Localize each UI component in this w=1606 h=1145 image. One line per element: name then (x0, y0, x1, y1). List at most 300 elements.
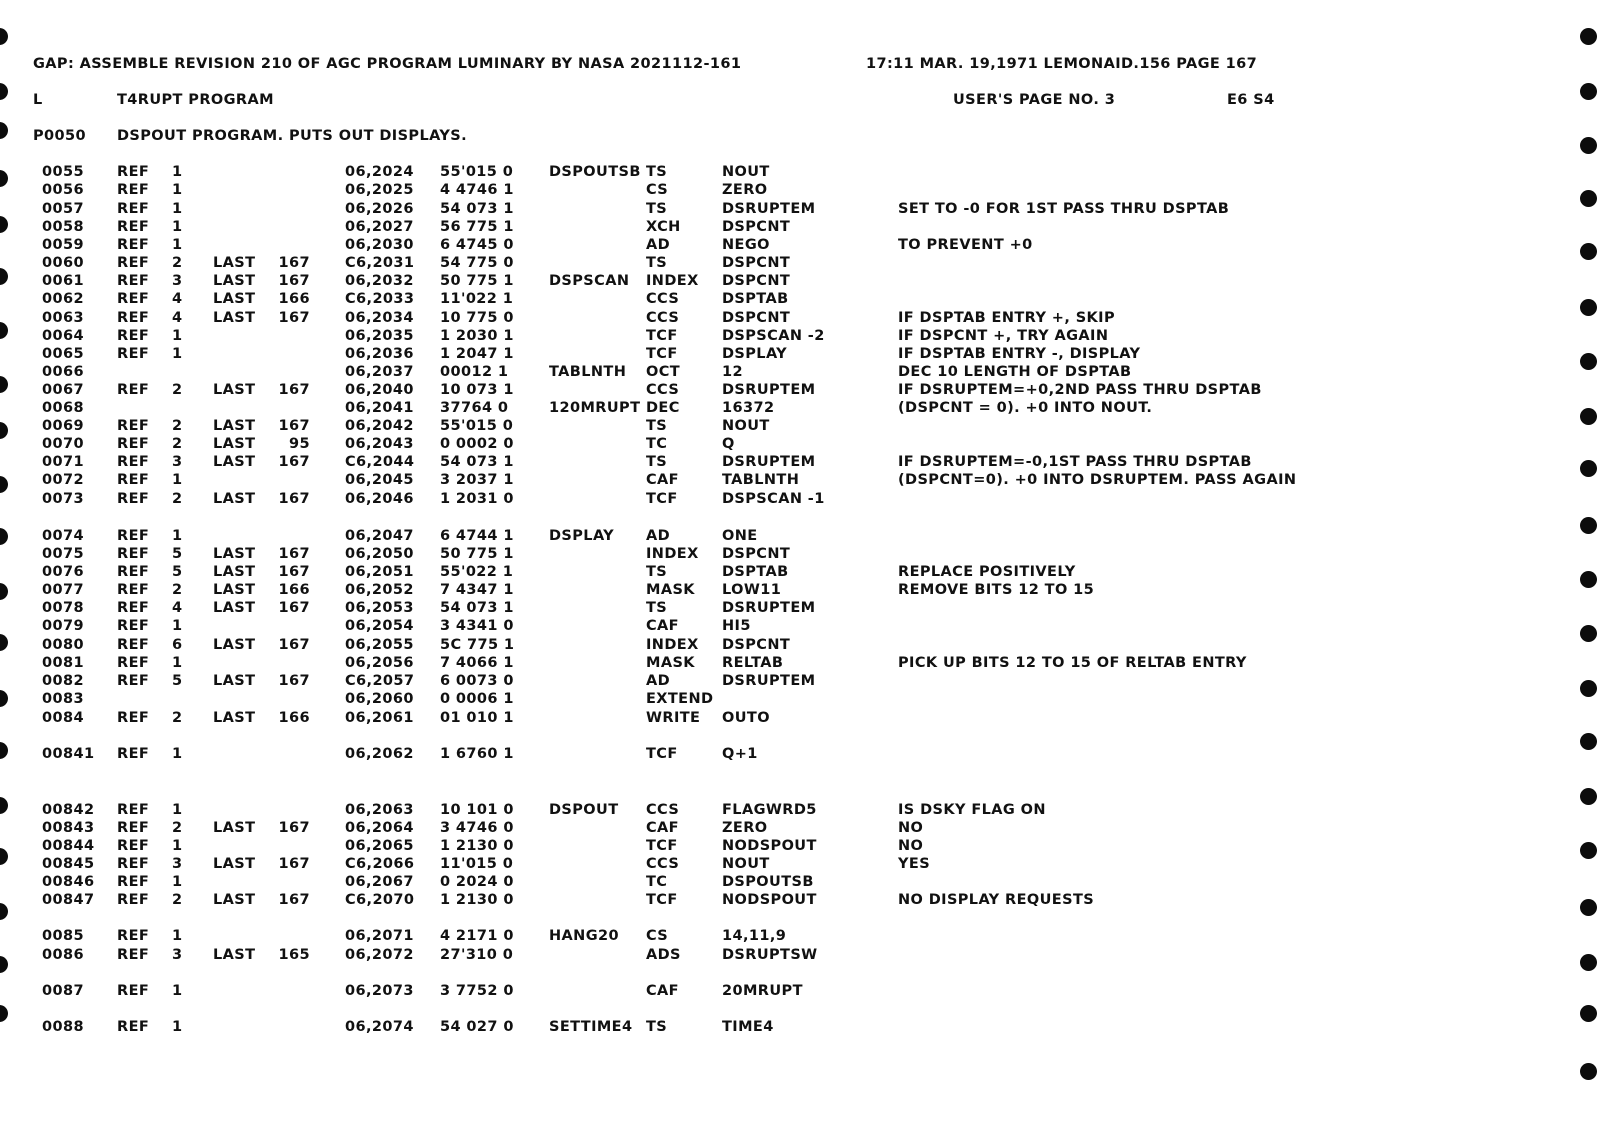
ref-count: 1 (172, 874, 183, 890)
last-marker: LAST (213, 273, 256, 289)
ref-count: 5 (172, 673, 183, 689)
address: 06,2074 (345, 1019, 414, 1035)
comment: (DSPCNT = 0). +0 INTO NOUT. (898, 400, 1153, 416)
ref-marker: REF (117, 346, 150, 362)
listing-line (0, 163, 1606, 181)
operand: DSPCNT (722, 546, 791, 562)
ref-count: 1 (172, 237, 183, 253)
listing-line (0, 819, 1606, 837)
ref-marker: REF (117, 564, 150, 580)
octal-code: 54 027 0 (440, 1019, 514, 1035)
listing-line (0, 837, 1606, 855)
octal-code: 5C 775 1 (440, 637, 515, 653)
line-number: 00846 (42, 874, 95, 890)
opcode: CCS (646, 310, 680, 326)
comment: YES (898, 856, 931, 872)
address: 06,2027 (345, 219, 414, 235)
address: 06,2064 (345, 820, 414, 836)
line-number: 0073 (42, 491, 84, 507)
listing-line (0, 290, 1606, 308)
operand: TIME4 (722, 1019, 774, 1035)
listing-line (0, 417, 1606, 435)
listing-line (0, 801, 1606, 819)
ref-marker: REF (117, 983, 150, 999)
address: 06,2063 (345, 802, 414, 818)
opcode: XCH (646, 219, 681, 235)
opcode: TCF (646, 838, 678, 854)
last-page: 167 (278, 255, 310, 271)
symbol-label: DSPSCAN (549, 273, 630, 289)
operand: Q+1 (722, 746, 758, 762)
opcode: MASK (646, 655, 695, 671)
symbol-label: DSPLAY (549, 528, 615, 544)
ref-marker: REF (117, 328, 150, 344)
octal-code: 54 073 1 (440, 600, 514, 616)
listing-line (0, 181, 1606, 199)
address: 06,2072 (345, 947, 414, 963)
listing-line (0, 527, 1606, 545)
ref-count: 1 (172, 328, 183, 344)
last-marker: LAST (213, 418, 256, 434)
line-number: 0057 (42, 201, 84, 217)
octal-code: 1 6760 1 (440, 746, 514, 762)
opcode: INDEX (646, 637, 699, 653)
ref-count: 1 (172, 472, 183, 488)
opcode: CAF (646, 820, 679, 836)
line-number: 0088 (42, 1019, 84, 1035)
opcode: CAF (646, 983, 679, 999)
operand: NEGO (722, 237, 770, 253)
address: 06,2053 (345, 600, 414, 616)
address: 06,2052 (345, 582, 414, 598)
ref-count: 4 (172, 291, 183, 307)
listing-line (0, 873, 1606, 891)
last-page: 167 (278, 856, 310, 872)
operand: DSRUPTSW (722, 947, 818, 963)
ref-marker: REF (117, 436, 150, 452)
operand: Q (722, 436, 735, 452)
comment: IF DSRUPTEM=-0,1ST PASS THRU DSPTAB (898, 454, 1252, 470)
address: 06,2061 (345, 710, 414, 726)
operand: LOW11 (722, 582, 782, 598)
ref-count: 3 (172, 454, 183, 470)
last-page: 167 (278, 273, 310, 289)
feed-hole (1580, 28, 1597, 45)
ref-count: 5 (172, 564, 183, 580)
octal-code: 54 073 1 (440, 201, 514, 217)
ref-count: 3 (172, 856, 183, 872)
section-title: DSPOUT PROGRAM. PUTS OUT DISPLAYS. (117, 128, 467, 144)
operand: DSPCNT (722, 310, 791, 326)
symbol-label: HANG20 (549, 928, 619, 944)
listing-line (0, 399, 1606, 417)
listing-line (0, 690, 1606, 708)
last-marker: LAST (213, 382, 256, 398)
ref-marker: REF (117, 273, 150, 289)
opcode: CCS (646, 802, 680, 818)
last-marker: LAST (213, 710, 256, 726)
ref-count: 1 (172, 746, 183, 762)
address: 06,2062 (345, 746, 414, 762)
opcode: TCF (646, 892, 678, 908)
octal-code: 0 0006 1 (440, 691, 514, 707)
octal-code: 3 7752 0 (440, 983, 514, 999)
ref-marker: REF (117, 201, 150, 217)
address: 06,2037 (345, 364, 414, 380)
ref-marker: REF (117, 310, 150, 326)
comment: REPLACE POSITIVELY (898, 564, 1076, 580)
line-number: 0062 (42, 291, 84, 307)
address: 06,2050 (345, 546, 414, 562)
opcode: CCS (646, 291, 680, 307)
address: C6,2033 (345, 291, 415, 307)
line-number: 0086 (42, 947, 84, 963)
header-timestamp: 17:11 MAR. 19,1971 LEMONAID.156 PAGE 167 (866, 56, 1258, 72)
last-page: 167 (278, 454, 310, 470)
line-number: 0083 (42, 691, 84, 707)
last-page: 95 (289, 436, 310, 452)
opcode: AD (646, 673, 671, 689)
listing-line (0, 745, 1606, 763)
line-number: 00843 (42, 820, 95, 836)
line-number: 0063 (42, 310, 84, 326)
ref-count: 1 (172, 618, 183, 634)
line-number: 0056 (42, 182, 84, 198)
line-number: 00844 (42, 838, 95, 854)
ref-count: 1 (172, 655, 183, 671)
symbol-label: DSPOUT (549, 802, 619, 818)
ref-count: 1 (172, 838, 183, 854)
last-marker: LAST (213, 820, 256, 836)
header-title: GAP: ASSEMBLE REVISION 210 OF AGC PROGRAM LUMINARY BY NASA 2021112-161 (33, 56, 742, 72)
operand: ZERO (722, 820, 768, 836)
ref-count: 2 (172, 820, 183, 836)
ref-marker: REF (117, 710, 150, 726)
address: 06,2034 (345, 310, 414, 326)
listing-line (0, 927, 1606, 945)
last-marker: LAST (213, 564, 256, 580)
line-number: 0080 (42, 637, 84, 653)
address: 06,2045 (345, 472, 414, 488)
comment: IF DSPCNT +, TRY AGAIN (898, 328, 1109, 344)
address: C6,2044 (345, 454, 415, 470)
line-number: 0061 (42, 273, 84, 289)
ref-marker: REF (117, 454, 150, 470)
symbol-label: SETTIME4 (549, 1019, 633, 1035)
line-number: 0075 (42, 546, 84, 562)
listing-line (0, 236, 1606, 254)
line-number: 0087 (42, 983, 84, 999)
last-page: 167 (278, 546, 310, 562)
ref-count: 1 (172, 802, 183, 818)
octal-code: 4 4746 1 (440, 182, 514, 198)
operand: DSPCNT (722, 637, 791, 653)
ref-marker: REF (117, 928, 150, 944)
line-number: 0070 (42, 436, 84, 452)
listing-line (0, 563, 1606, 581)
opcode: INDEX (646, 546, 699, 562)
comment: DEC 10 LENGTH OF DSPTAB (898, 364, 1132, 380)
ref-marker: REF (117, 820, 150, 836)
ref-count: 1 (172, 182, 183, 198)
operand: FLAGWRD5 (722, 802, 817, 818)
ref-count: 2 (172, 418, 183, 434)
comment: IS DSKY FLAG ON (898, 802, 1046, 818)
ref-count: 1 (172, 164, 183, 180)
operand: 14,11,9 (722, 928, 787, 944)
listing-line (0, 599, 1606, 617)
ref-marker: REF (117, 802, 150, 818)
opcode: WRITE (646, 710, 701, 726)
octal-code: 0 2024 0 (440, 874, 514, 890)
line-number: 0077 (42, 582, 84, 598)
comment: SET TO -0 FOR 1ST PASS THRU DSPTAB (898, 201, 1230, 217)
line-number: 0065 (42, 346, 84, 362)
listing-line (0, 672, 1606, 690)
octal-code: 6 4745 0 (440, 237, 514, 253)
listing-type: L (33, 92, 43, 108)
octal-code: 10 775 0 (440, 310, 514, 326)
line-number: 0071 (42, 454, 84, 470)
listing-line (0, 435, 1606, 453)
last-marker: LAST (213, 454, 256, 470)
opcode: CAF (646, 618, 679, 634)
opcode: CAF (646, 472, 679, 488)
address: 06,2055 (345, 637, 414, 653)
opcode: CCS (646, 382, 680, 398)
line-number: 00841 (42, 746, 95, 762)
listing-line (0, 855, 1606, 873)
line-number: 0069 (42, 418, 84, 434)
address: 06,2067 (345, 874, 414, 890)
opcode: TC (646, 874, 668, 890)
octal-code: 1 2130 0 (440, 892, 514, 908)
last-page: 167 (278, 892, 310, 908)
address: 06,2065 (345, 838, 414, 854)
ref-count: 1 (172, 346, 183, 362)
operand: 12 (722, 364, 743, 380)
last-page: 166 (278, 291, 310, 307)
ref-marker: REF (117, 528, 150, 544)
symbol-label: DSPOUTSB (549, 164, 641, 180)
line-number: 0081 (42, 655, 84, 671)
ref-marker: REF (117, 947, 150, 963)
operand: DSRUPTEM (722, 382, 816, 398)
octal-code: 7 4347 1 (440, 582, 514, 598)
ref-marker: REF (117, 219, 150, 235)
opcode: TCF (646, 346, 678, 362)
ref-count: 3 (172, 273, 183, 289)
ref-count: 2 (172, 382, 183, 398)
octal-code: 1 2130 0 (440, 838, 514, 854)
opcode: TCF (646, 746, 678, 762)
feed-hole (0, 28, 8, 45)
octal-code: 10 073 1 (440, 382, 514, 398)
opcode: DEC (646, 400, 680, 416)
octal-code: 6 4744 1 (440, 528, 514, 544)
ref-count: 4 (172, 310, 183, 326)
octal-code: 4 2171 0 (440, 928, 514, 944)
line-number: 0076 (42, 564, 84, 580)
opcode: TS (646, 1019, 668, 1035)
ref-marker: REF (117, 291, 150, 307)
operand: DSRUPTEM (722, 454, 816, 470)
last-page: 167 (278, 418, 310, 434)
line-number: 0060 (42, 255, 84, 271)
ref-marker: REF (117, 655, 150, 671)
opcode: MASK (646, 582, 695, 598)
octal-code: 3 2037 1 (440, 472, 514, 488)
last-page: 165 (278, 947, 310, 963)
listing-line (0, 581, 1606, 599)
octal-code: 50 775 1 (440, 273, 514, 289)
octal-code: 3 4341 0 (440, 618, 514, 634)
last-marker: LAST (213, 600, 256, 616)
address: 06,2036 (345, 346, 414, 362)
octal-code: 37764 0 (440, 400, 509, 416)
operand: DSPTAB (722, 564, 789, 580)
address: 06,2041 (345, 400, 414, 416)
ref-count: 1 (172, 219, 183, 235)
opcode: OCT (646, 364, 681, 380)
opcode: CCS (646, 856, 680, 872)
listing-line (0, 363, 1606, 381)
address: 06,2043 (345, 436, 414, 452)
line-number: 0055 (42, 164, 84, 180)
listing-line (0, 200, 1606, 218)
sheet-id: E6 S4 (1227, 92, 1275, 108)
ref-count: 1 (172, 201, 183, 217)
opcode: TS (646, 600, 668, 616)
listing-line (0, 982, 1606, 1000)
octal-code: 55'015 0 (440, 164, 514, 180)
line-number: 00845 (42, 856, 95, 872)
operand: NOUT (722, 164, 770, 180)
last-marker: LAST (213, 856, 256, 872)
ref-count: 2 (172, 491, 183, 507)
operand: DSPSCAN -1 (722, 491, 825, 507)
ref-count: 2 (172, 710, 183, 726)
address: C6,2066 (345, 856, 415, 872)
opcode: TS (646, 564, 668, 580)
listing-line (0, 309, 1606, 327)
last-page: 167 (278, 673, 310, 689)
address: C6,2031 (345, 255, 415, 271)
opcode: AD (646, 237, 671, 253)
symbol-label: 120MRUPT (549, 400, 641, 416)
ref-marker: REF (117, 237, 150, 253)
opcode: TS (646, 164, 668, 180)
line-number: 0058 (42, 219, 84, 235)
ref-count: 3 (172, 947, 183, 963)
ref-marker: REF (117, 255, 150, 271)
line-number: 0074 (42, 528, 84, 544)
listing-line (0, 636, 1606, 654)
ref-marker: REF (117, 746, 150, 762)
last-marker: LAST (213, 291, 256, 307)
last-page: 166 (278, 710, 310, 726)
octal-code: 54 775 0 (440, 255, 514, 271)
ref-marker: REF (117, 673, 150, 689)
octal-code: 3 4746 0 (440, 820, 514, 836)
line-number: 0072 (42, 472, 84, 488)
line-number: 0064 (42, 328, 84, 344)
listing-line (0, 545, 1606, 563)
page-header (0, 55, 1606, 73)
last-marker: LAST (213, 892, 256, 908)
comment: IF DSRUPTEM=+0,2ND PASS THRU DSPTAB (898, 382, 1262, 398)
ref-marker: REF (117, 472, 150, 488)
operand: OUTO (722, 710, 770, 726)
octal-code: 54 073 1 (440, 454, 514, 470)
operand: NODSPOUT (722, 838, 817, 854)
operand: HI5 (722, 618, 751, 634)
page-subheader (0, 91, 1606, 109)
ref-count: 2 (172, 436, 183, 452)
listing-line (0, 891, 1606, 909)
address: 06,2032 (345, 273, 414, 289)
last-marker: LAST (213, 673, 256, 689)
listing-line (0, 617, 1606, 635)
listing-line (0, 327, 1606, 345)
octal-code: 11'022 1 (440, 291, 514, 307)
address: 06,2056 (345, 655, 414, 671)
line-number: 0082 (42, 673, 84, 689)
ref-marker: REF (117, 874, 150, 890)
ref-count: 5 (172, 546, 183, 562)
operand: ONE (722, 528, 758, 544)
listing-line (0, 471, 1606, 489)
last-page: 167 (278, 382, 310, 398)
opcode: TS (646, 418, 668, 434)
address: 06,2073 (345, 983, 414, 999)
address: 06,2025 (345, 182, 414, 198)
line-number: 0067 (42, 382, 84, 398)
last-page: 167 (278, 600, 310, 616)
line-number: 00842 (42, 802, 95, 818)
address: 06,2024 (345, 164, 414, 180)
ref-count: 1 (172, 928, 183, 944)
last-marker: LAST (213, 310, 256, 326)
address: 06,2042 (345, 418, 414, 434)
opcode: TCF (646, 328, 678, 344)
operand: DSRUPTEM (722, 673, 816, 689)
octal-code: 50 775 1 (440, 546, 514, 562)
ref-count: 2 (172, 255, 183, 271)
last-page: 167 (278, 564, 310, 580)
last-page: 167 (278, 820, 310, 836)
last-marker: LAST (213, 436, 256, 452)
address: 06,2060 (345, 691, 414, 707)
operand: 16372 (722, 400, 775, 416)
ref-count: 6 (172, 637, 183, 653)
feed-hole (1580, 1063, 1597, 1080)
operand: TABLNTH (722, 472, 800, 488)
ref-count: 1 (172, 983, 183, 999)
last-page: 167 (278, 637, 310, 653)
address: 06,2040 (345, 382, 414, 398)
ref-count: 1 (172, 528, 183, 544)
listing-line (0, 272, 1606, 290)
octal-code: 6 0073 0 (440, 673, 514, 689)
octal-code: 56 775 1 (440, 219, 514, 235)
ref-marker: REF (117, 637, 150, 653)
ref-marker: REF (117, 618, 150, 634)
operand: DSPCNT (722, 219, 791, 235)
opcode: ADS (646, 947, 681, 963)
ref-marker: REF (117, 892, 150, 908)
operand: DSPCNT (722, 255, 791, 271)
